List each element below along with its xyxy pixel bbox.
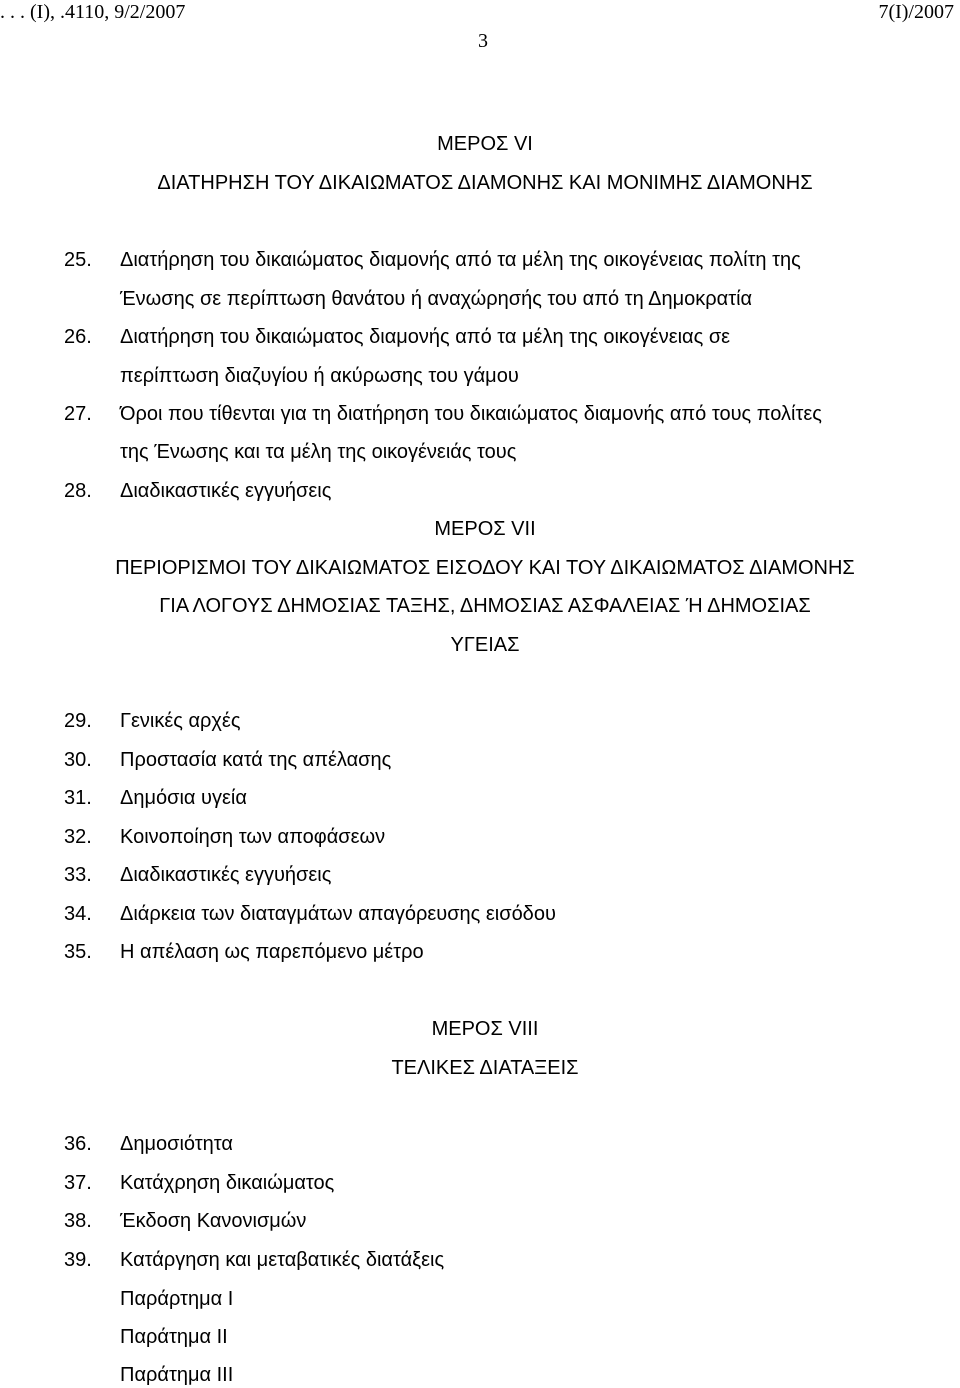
item-number: 32. xyxy=(64,826,92,848)
item-number: 30. xyxy=(64,749,92,771)
part-vii-title: ΜΕΡΟΣ VII xyxy=(434,518,536,540)
item-text: Κοινοποίηση των αποφάσεων xyxy=(120,826,386,848)
item-number: 25. xyxy=(64,249,92,271)
list-item xyxy=(0,1171,960,1195)
item-text: Διατήρηση του δικαιώματος διαμονής από τα μέλη της οικογένειας σε xyxy=(120,326,731,348)
item-text: Γενικές αρχές xyxy=(120,710,241,732)
list-item xyxy=(0,786,960,810)
item-text: Κατάργηση και μεταβατικές διατάξεις xyxy=(120,1249,445,1271)
annex-3: Παράτημα ΙΙΙ xyxy=(120,1364,234,1386)
part-viii-subtitle: ΤΕΛΙΚΕΣ ΔΙΑΤΑΞΕΙΣ xyxy=(391,1057,579,1079)
annex-1: Παράρτημα Ι xyxy=(120,1288,234,1310)
item-text: Δημοσιότητα xyxy=(120,1133,233,1155)
header-right: 7(Ι)/2007 xyxy=(878,1,954,23)
part-vii-subtitle-line1: ΠΕΡΙΟΡΙΣΜΟΙ ΤΟΥ ΔΙΚΑΙΩΜΑΤΟΣ ΕΙΣΟΔΟΥ ΚΑΙ ΤΟΥ ΔΙΚΑΙΩΜΑΤΟΣ ΔΙΑΜΟΝΗΣ xyxy=(115,557,855,579)
item-text: Διάρκεια των διαταγμάτων απαγόρευσης εισόδου xyxy=(120,903,556,925)
item-text: Διατήρηση του δικαιώματος διαμονής από τα μέλη της οικογένειας πολίτη της xyxy=(120,249,801,271)
item-text: περίπτωση διαζυγίου ή ακύρωσης του γάμου xyxy=(120,365,519,387)
list-item xyxy=(0,402,960,426)
item-text: Όροι που τίθενται για τη διατήρηση του δικαιώματος διαμονής από τους πολίτες xyxy=(120,403,822,425)
list-item xyxy=(0,325,960,349)
item-number: 36. xyxy=(64,1133,92,1155)
annex-2: Παράτημα ΙΙ xyxy=(120,1326,228,1348)
item-number: 37. xyxy=(64,1172,92,1194)
item-text: Η απέλαση ως παρεπόμενο μέτρο xyxy=(120,941,424,963)
list-item xyxy=(0,1248,960,1272)
item-text: Κατάχρηση δικαιώματος xyxy=(120,1172,335,1194)
page-number: 3 xyxy=(478,30,488,52)
list-item xyxy=(0,248,960,272)
part-viii-title: ΜΕΡΟΣ VIII xyxy=(431,1018,539,1040)
list-item xyxy=(0,902,960,926)
list-item xyxy=(0,479,960,503)
item-number: 28. xyxy=(64,480,92,502)
list-item xyxy=(0,748,960,772)
item-text: Διαδικαστικές εγγυήσεις xyxy=(120,864,332,886)
item-number: 29. xyxy=(64,710,92,732)
item-text: Διαδικαστικές εγγυήσεις xyxy=(120,480,332,502)
item-text: Δημόσια υγεία xyxy=(120,787,247,809)
list-item xyxy=(0,709,960,733)
part-vii-subtitle-line3: ΥΓΕΙΑΣ xyxy=(450,634,520,656)
list-item xyxy=(0,1209,960,1233)
header-left: . . . (Ι), .4110, 9/2/2007 xyxy=(0,1,186,23)
list-item-continuation xyxy=(0,364,960,388)
list-item xyxy=(0,825,960,849)
part-vi-subtitle: ΔΙΑΤΗΡΗΣΗ ΤΟΥ ΔΙΚΑΙΩΜΑΤΟΣ ΔΙΑΜΟΝΗΣ ΚΑΙ ΜΟΝΙΜΗΣ ΔΙΑΜΟΝΗΣ xyxy=(157,172,813,194)
item-number: 26. xyxy=(64,326,92,348)
list-item-continuation xyxy=(0,440,960,464)
item-number: 38. xyxy=(64,1210,92,1232)
part-vi-title: ΜΕΡΟΣ VI xyxy=(437,133,533,155)
item-text: Προστασία κατά της απέλασης xyxy=(120,749,392,771)
item-text: Ένωσης σε περίπτωση θανάτου ή αναχώρησής του από τη Δημοκρατία xyxy=(120,288,753,310)
item-number: 33. xyxy=(64,864,92,886)
item-number: 39. xyxy=(64,1249,92,1271)
item-number: 34. xyxy=(64,903,92,925)
item-number: 31. xyxy=(64,787,92,809)
list-item xyxy=(0,863,960,887)
list-item-continuation xyxy=(0,287,960,311)
item-number: 35. xyxy=(64,941,92,963)
part-vii-subtitle-line2: ΓΙΑ ΛΟΓΟΥΣ ΔΗΜΟΣΙΑΣ ΤΑΞΗΣ, ΔΗΜΟΣΙΑΣ ΑΣΦΑΛΕΙΑΣ Ή ΔΗΜΟΣΙΑΣ xyxy=(159,595,811,617)
list-item xyxy=(0,1132,960,1156)
item-number: 27. xyxy=(64,403,92,425)
list-item xyxy=(0,940,960,964)
item-text: της Ένωσης και τα μέλη της οικογένειάς τους xyxy=(120,441,517,463)
item-text: Έκδοση Κανονισμών xyxy=(120,1210,307,1232)
